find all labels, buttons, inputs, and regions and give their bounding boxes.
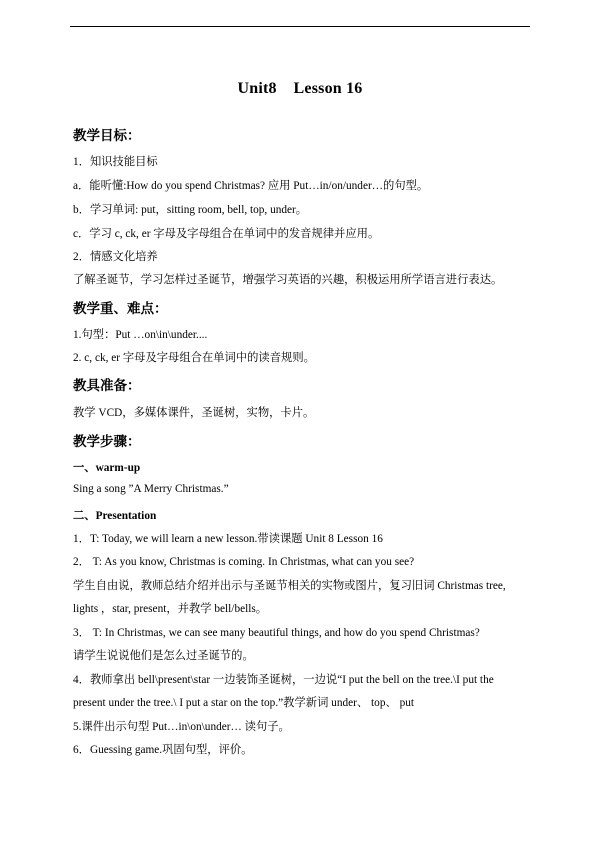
presentation-item-3: 3． T: In Christmas, we can see many beautiful things, and how do you spend Christmas? (73, 627, 480, 639)
lesson-title: Unit8 Lesson 16 (237, 80, 363, 97)
presentation-item-2-cont: 学生自由说，教师总结介绍并出示与圣诞节相关的实物或图片，复习旧词 Christmas tree, (73, 580, 506, 592)
objective-2: 2．情感文化培养 (73, 251, 158, 263)
key-points-heading: 教学重、难点： (73, 301, 168, 317)
presentation-item-2-cont: lights ，star, present，并教学 bell/bells。 (73, 603, 268, 615)
tools-text: 教学 VCD，多媒体课件，圣诞树，实物，卡片。 (73, 407, 315, 419)
step-warmup-heading: 一、warm-up (73, 462, 141, 474)
presentation-item-6: 6．Guessing game.巩固句型，评价。 (73, 744, 253, 756)
step-presentation-heading: 二、Presentation (73, 510, 157, 522)
objective-2-text: 了解圣诞节，学习怎样过圣诞节，增强学习英语的兴趣，积极运用所学语言进行表达。 (73, 274, 503, 286)
header-rule (70, 26, 530, 27)
presentation-item-3-cont: 请学生说说他们是怎么过圣诞节的。 (73, 650, 254, 662)
presentation-item-4: 4．教师拿出 bell\present\star 一边装饰圣诞树，一边说“I put the bell on the tree.\I put the (73, 674, 494, 686)
tools-heading: 教具准备： (73, 378, 141, 394)
objective-b: b．学习单词: put，sitting room, bell, top, under。 (73, 204, 308, 216)
objective-1: 1．知识技能目标 (73, 156, 158, 168)
presentation-item-4-cont: present under the tree.\ I put a star on the top.”教学新词 under、 top、 put (73, 697, 415, 709)
presentation-item-2: 2． T: As you know, Christmas is coming. In Christmas, what can you see? (73, 556, 415, 568)
objective-a: a．能听懂:How do you spend Christmas? 应用 Put…in/on/under…的句型。 (73, 180, 429, 192)
key-point-1: 1.句型：Put …on\in\under.... (73, 329, 208, 341)
steps-heading: 教学步骤： (73, 434, 141, 450)
step-warmup-text: Sing a song ”A Merry Christmas.” (73, 483, 229, 495)
presentation-item-5: 5.课件出示句型 Put…in\on\under… 读句子。 (73, 721, 290, 733)
key-point-2: 2. c, ck, er 字母及字母组合在单词中的读音规则。 (73, 352, 315, 364)
presentation-item-1: 1．T: Today, we will learn a new lesson.带读课题 Unit 8 Lesson 16 (73, 533, 383, 545)
objectives-heading: 教学目标： (73, 128, 141, 144)
objective-c: c．学习 c, ck, er 字母及字母组合在单词中的发音规律并应用。 (73, 228, 380, 240)
